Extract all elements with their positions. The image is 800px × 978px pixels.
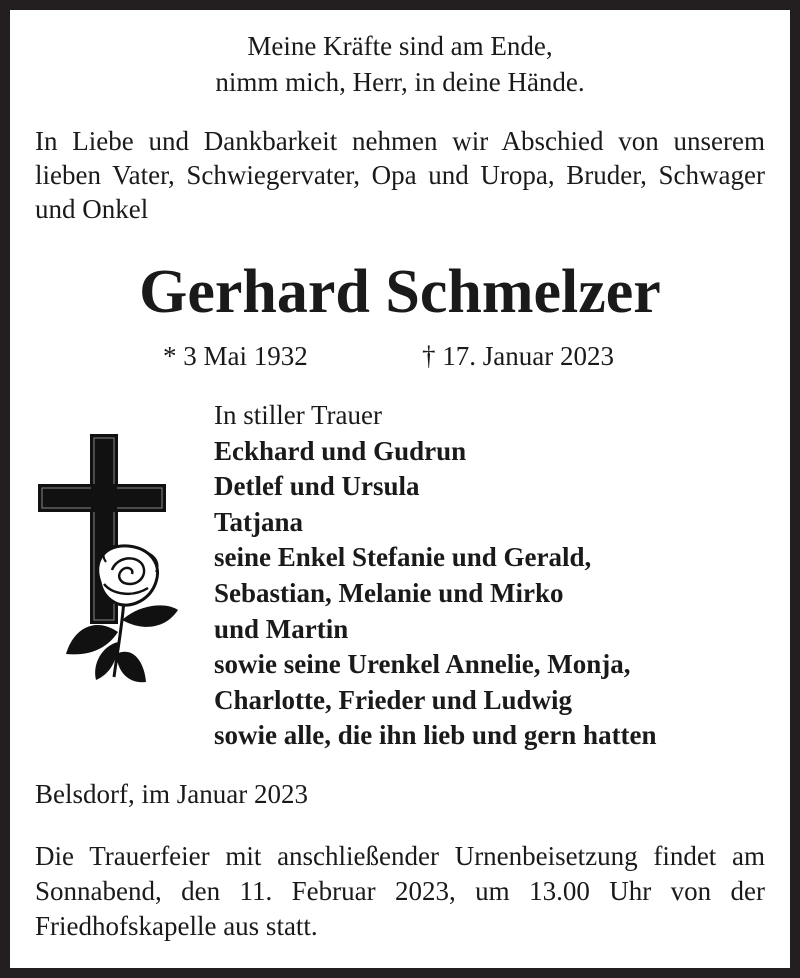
mourner-line: Sebastian, Melanie und Mirko	[214, 577, 564, 608]
birth-date: * 3 Mai 1932	[163, 341, 308, 371]
death-date: † 17. Januar 2023	[422, 341, 614, 371]
mourner-line: sowie alle, die ihn lieb und gern hatten	[214, 720, 657, 751]
mourner-line: und Martin	[214, 613, 349, 644]
mourners-list	[214, 398, 657, 754]
mourner-line: Charlotte, Frieder und Ludwig	[214, 684, 573, 715]
place-and-date: Belsdorf, im Januar 2023	[35, 779, 308, 809]
ceremony-notice: Die Trauerfeier mit anschließender Urnenbeisetzung findet am Sonnabend, den 11. Februar 2023, um 13.00 Uhr von der Friedhofskapelle aus statt.	[35, 841, 765, 941]
deceased-name: Gerhard Schmelzer	[139, 258, 661, 326]
mourner-line: Detlef und Ursula	[214, 471, 420, 502]
mourning-lead: In stiller Trauer	[214, 400, 382, 430]
motto-verse	[0, 28, 800, 100]
motto-line-2: nimm mich, Herr, in deine Hände.	[215, 67, 585, 97]
cross-with-rose-icon	[36, 432, 186, 694]
motto-line-1: Meine Kräfte sind am Ende,	[247, 31, 553, 61]
mourner-line: Tatjana	[214, 506, 304, 537]
mourner-line: Eckhard und Gudrun	[214, 435, 467, 466]
farewell-intro: In Liebe und Dankbarkeit nehmen wir Abschied von unserem lieben Vater, Schwiegervater, Opa und Uropa, Bruder, Schwager und Onkel	[35, 126, 765, 224]
mourner-line: sowie seine Urenkel Annelie, Monja,	[214, 649, 631, 680]
rose-icon	[66, 546, 178, 682]
mourner-line: seine Enkel Stefanie und Gerald,	[214, 542, 592, 573]
